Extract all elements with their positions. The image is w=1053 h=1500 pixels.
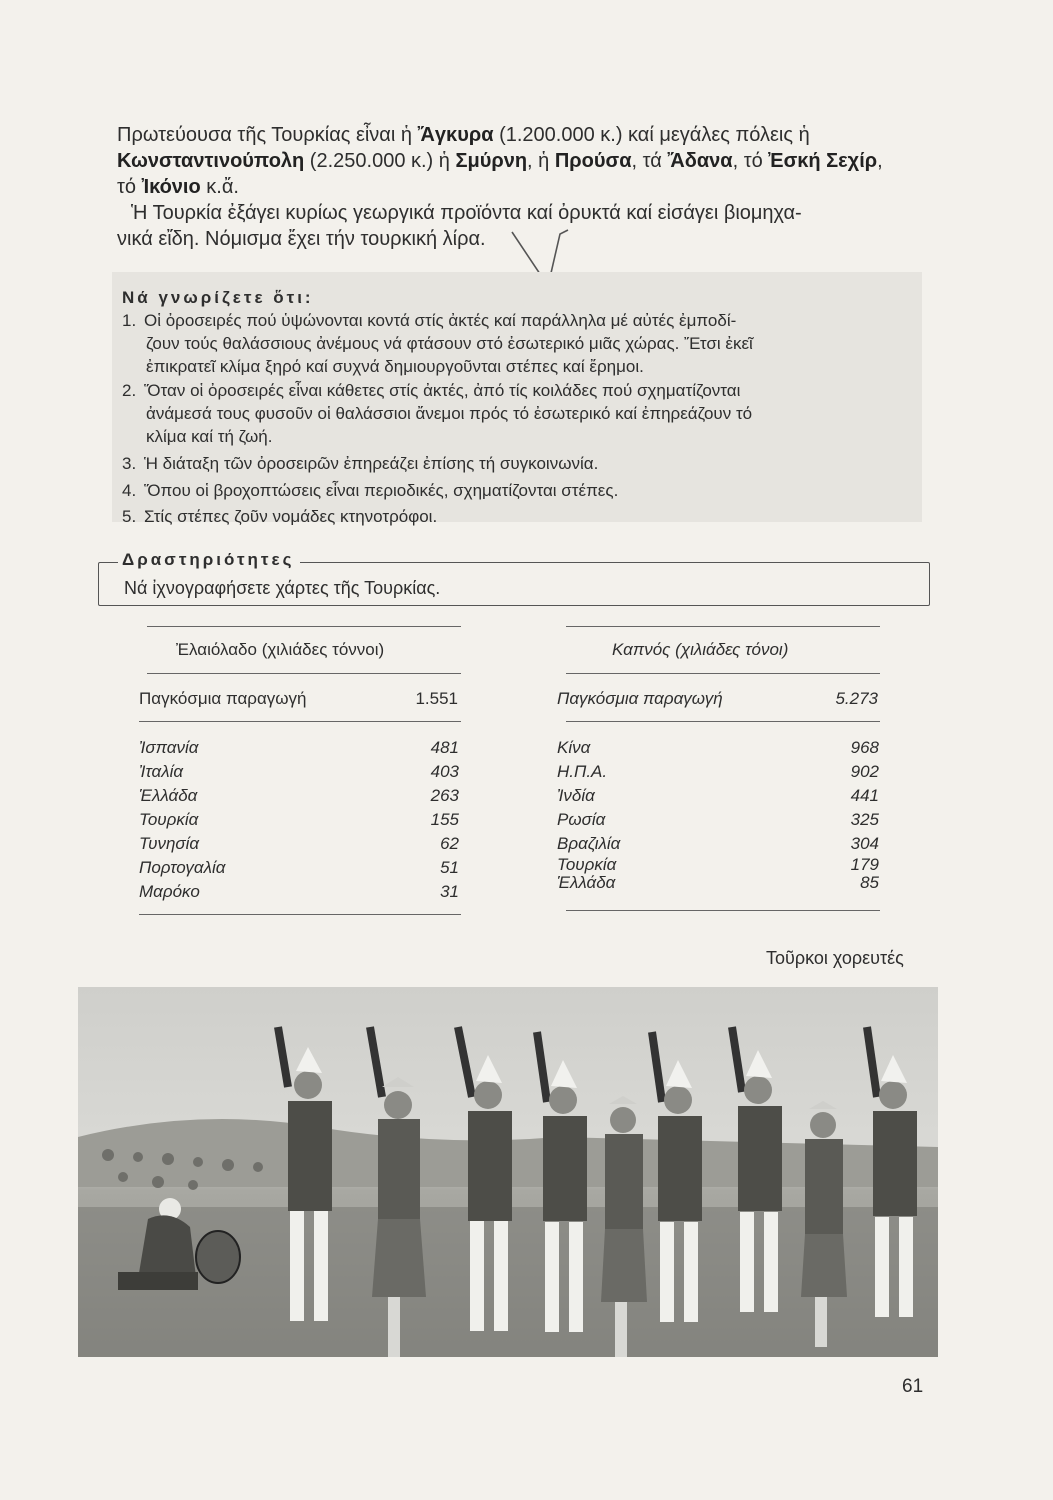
photo-caption: Τοῦρκοι χορευτές — [766, 948, 904, 968]
table-rule — [147, 673, 461, 674]
note-item-5: 5. Στίς στέπες ζοῦν νομάδες κτηνοτρόφοι. — [122, 507, 438, 526]
table-row: Τυνησία 62 — [139, 834, 459, 853]
table-rule — [566, 626, 880, 627]
tobacco-world-label: Παγκόσμια παραγωγή — [557, 689, 723, 708]
tobacco-table-title: Καπνός (χιλιάδες τόνοι) — [612, 640, 789, 659]
table-rule — [139, 721, 461, 722]
table-row: Ρωσία 325 — [557, 810, 879, 829]
olive-world-label: Παγκόσμια παραγωγή — [139, 689, 307, 708]
table-rule — [566, 673, 880, 674]
intro-line-2: Κωνσταντινούπολη (2.250.000 κ.) ἡ Σμύρνη, ἡ Προύσα, τά Ἄδανα, τό Ἐσκή Σεχίρ, — [117, 150, 883, 172]
turkish-dancers-photo — [78, 987, 938, 1357]
tobacco-rows — [557, 736, 879, 892]
smyrna-name: Σμύρνη — [455, 150, 528, 172]
table-row: Τουρκία 155 — [139, 810, 459, 829]
table-row: Ἰσπανία 481 — [139, 738, 459, 757]
table-rule — [566, 721, 880, 722]
intro-line-5: νικά εἴδη. Νόμισμα ἔχει τήν τουρκική λίρα. — [117, 228, 486, 250]
table-row: Ἑλλάδα 85 — [557, 873, 879, 892]
note-item-1: 1. Οἱ ὀροσειρές πού ὑψώνονται κοντά στίς ἀκτές καί παράλληλα μέ αὐτές ἐμποδί- ζουν τούς θαλάσσιους ἀνέμους νά φτάσουν στό ἐσωτερικό μιᾶς χώρας. Ἔτσι ἐκεῖ ἐπικρατεῖ κλίμα ξηρό καί συχνά δημιουργοῦνται στέπες καί ἔρημοι. — [122, 311, 753, 376]
eskisehir-name: Ἐσκή Σεχίρ — [768, 150, 878, 172]
notes-title: Νά γνωρίζετε ὅτι: — [122, 288, 314, 307]
ankara-name: Ἄγκυρα — [417, 124, 494, 146]
istanbul-name: Κωνσταντινούπολη — [117, 150, 305, 172]
intro-line-3: τό Ἰκόνιο κ.ἄ. — [117, 176, 239, 198]
prousa-name: Προύσα — [554, 150, 632, 172]
olive-table-title: Ἐλαιόλαδο (χιλιάδες τόννοι) — [176, 640, 385, 659]
table-rule — [147, 626, 461, 627]
table-row: Πορτογαλία 51 — [139, 858, 459, 877]
table-row: Βραζιλία 304 — [557, 834, 879, 853]
note-item-2: 2. Ὅταν οἱ ὀροσειρές εἶναι κάθετες στίς ἀκτές, ἀπό τίς κοιλάδες πού σχηματίζονται ἀνάμεσά τους φυσοῦν οἱ θαλάσσιοι ἄνεμοι πρός τό ἐσωτερικό καί ἐπηρεάζουν τό κλίμα καί τή ζωή. — [122, 381, 753, 446]
olive-world-value: 1.551 — [415, 689, 458, 708]
intro-line-4: Ἡ Τουρκία ἐξάγει κυρίως γεωργικά προϊόντα καί ὀρυκτά καί εἰσάγει βιομηχα- — [131, 202, 802, 224]
intro-line-1: Πρωτεύουσα τῆς Τουρκίας εἶναι ἡ Ἄγκυρα (1.200.000 κ.) καί μεγάλες πόλεις ἡ — [117, 124, 810, 146]
adana-name: Ἄδανα — [667, 150, 733, 172]
activities-text: Νά ἰχνογραφήσετε χάρτες τῆς Τουρκίας. — [124, 578, 441, 598]
note-item-3: 3. Ἡ διάταξη τῶν ὀροσειρῶν ἐπηρεάζει ἐπίσης τή συγκοινωνία. — [122, 454, 599, 473]
ikonio-name: Ἰκόνιο — [141, 176, 201, 198]
table-row: Η.Π.Α. 902 — [557, 762, 879, 781]
olive-rows — [139, 736, 459, 904]
page-number: 61 — [902, 1376, 924, 1397]
table-row: Ἰταλία 403 — [139, 762, 459, 781]
note-item-4: 4. Ὅπου οἱ βροχοπτώσεις εἶναι περιοδικές, σχηματίζονται στέπες. — [122, 481, 619, 500]
activities-title: Δραστηριότητες — [118, 550, 300, 570]
table-row: Τουρκία 179 — [557, 855, 879, 874]
table-row: Ἑλλάδα 263 — [139, 786, 459, 805]
table-row: Ἰνδία 441 — [557, 786, 879, 805]
table-rule — [566, 910, 880, 911]
table-row: Κίνα 968 — [557, 738, 879, 757]
table-rule — [139, 914, 461, 915]
tobacco-world-value: 5.273 — [835, 689, 878, 708]
table-row: Μαρόκο 31 — [139, 882, 459, 901]
